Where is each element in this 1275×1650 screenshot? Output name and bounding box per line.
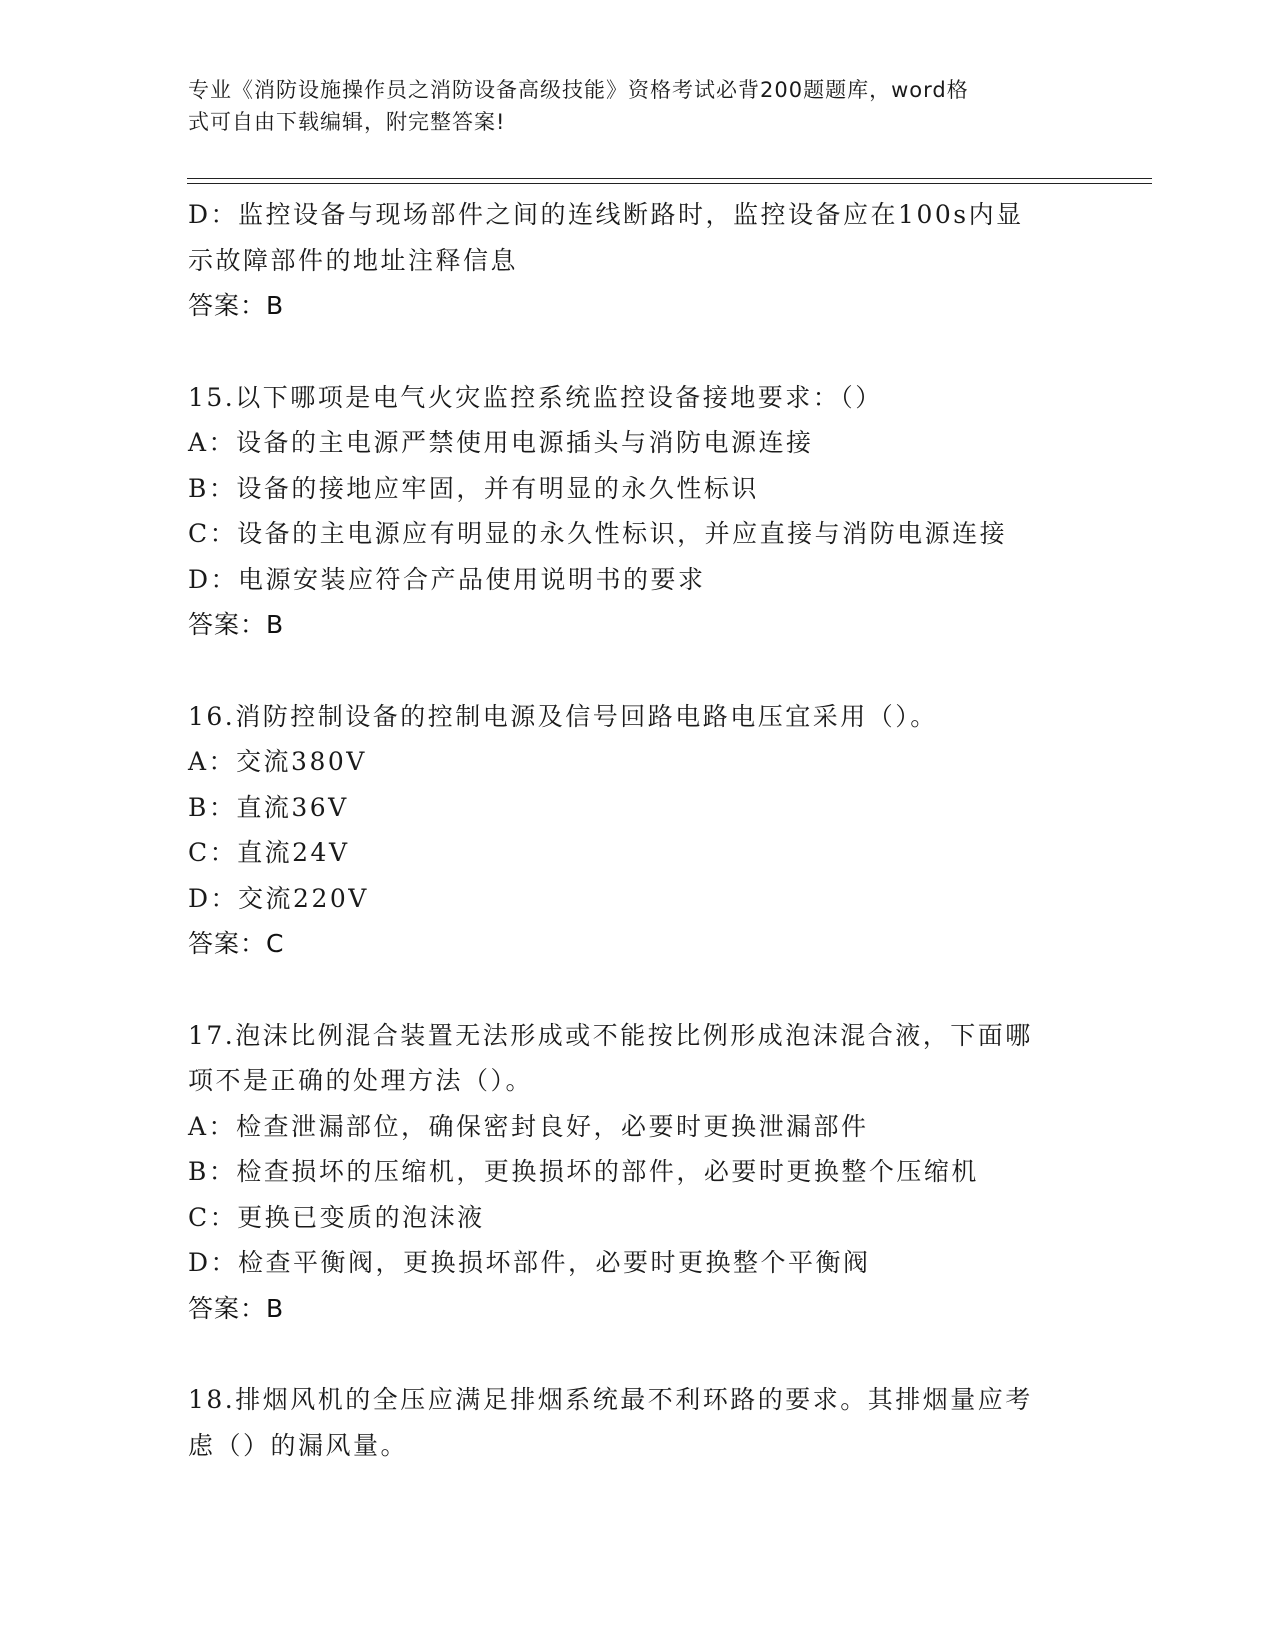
question-15 <box>188 375 1108 648</box>
document-header <box>188 74 1088 138</box>
question-17 <box>188 1013 1108 1332</box>
option-d: D：检查平衡阀，更换损坏部件，必要时更换整个平衡阀 <box>188 1248 871 1277</box>
option-c: C：设备的主电源应有明显的永久性标识，并应直接与消防电源连接 <box>188 519 1008 548</box>
header-line-1: 专业《消防设施操作员之消防设备高级技能》资格考试必背200题题库，word格 <box>188 78 969 102</box>
option-b: B：设备的接地应牢固，并有明显的永久性标识 <box>188 473 759 503</box>
question-text: 15.以下哪项是电气火灾监控系统监控设备接地要求：（） <box>188 382 883 412</box>
option-c: C：更换已变质的泡沫液 <box>188 1202 485 1232</box>
option-b: B：检查损坏的压缩机，更换损坏的部件，必要时更换整个压缩机 <box>188 1157 979 1186</box>
option-a: A：设备的主电源严禁使用电源插头与消防电源连接 <box>188 428 814 457</box>
answer-line: 答案：B <box>188 291 285 320</box>
option-d-line-1: D：监控设备与现场部件之间的连线断路时，监控设备应在100s内显 <box>188 200 1024 229</box>
option-a: A：检查泄漏部位，确保密封良好，必要时更换泄漏部件 <box>188 1111 869 1141</box>
header-divider-top <box>187 178 1152 179</box>
question-text-line-1: 18.排烟风机的全压应满足排烟系统最不利环路的要求。其排烟量应考 <box>188 1385 1033 1414</box>
question-14-tail <box>188 192 1108 329</box>
question-text: 16.消防控制设备的控制电源及信号回路电路电压宜采用（）。 <box>188 701 938 731</box>
answer-line: 答案：B <box>188 610 285 639</box>
header-line-2: 式可自由下载编辑，附完整答案! <box>188 110 506 134</box>
question-text-line-1: 17.泡沫比例混合装置无法形成或不能按比例形成泡沫混合液，下面哪 <box>188 1020 1033 1050</box>
question-list <box>188 192 1108 1468</box>
question-text-line-2: 项不是正确的处理方法（）。 <box>188 1066 534 1095</box>
option-b: B：直流36V <box>188 792 349 822</box>
question-text-line-2: 虑（）的漏风量。 <box>188 1430 409 1460</box>
option-d-line-2: 示故障部件的地址注释信息 <box>188 245 519 275</box>
answer-line: 答案：C <box>188 929 285 958</box>
option-c: C：直流24V <box>188 838 350 867</box>
option-d: D：交流220V <box>188 883 369 913</box>
answer-line: 答案：B <box>188 1293 285 1323</box>
header-divider-bottom <box>187 183 1152 184</box>
option-d: D：电源安装应符合产品使用说明书的要求 <box>188 564 706 594</box>
question-18 <box>188 1377 1108 1468</box>
option-a: A：交流380V <box>188 747 367 776</box>
question-16 <box>188 694 1108 967</box>
